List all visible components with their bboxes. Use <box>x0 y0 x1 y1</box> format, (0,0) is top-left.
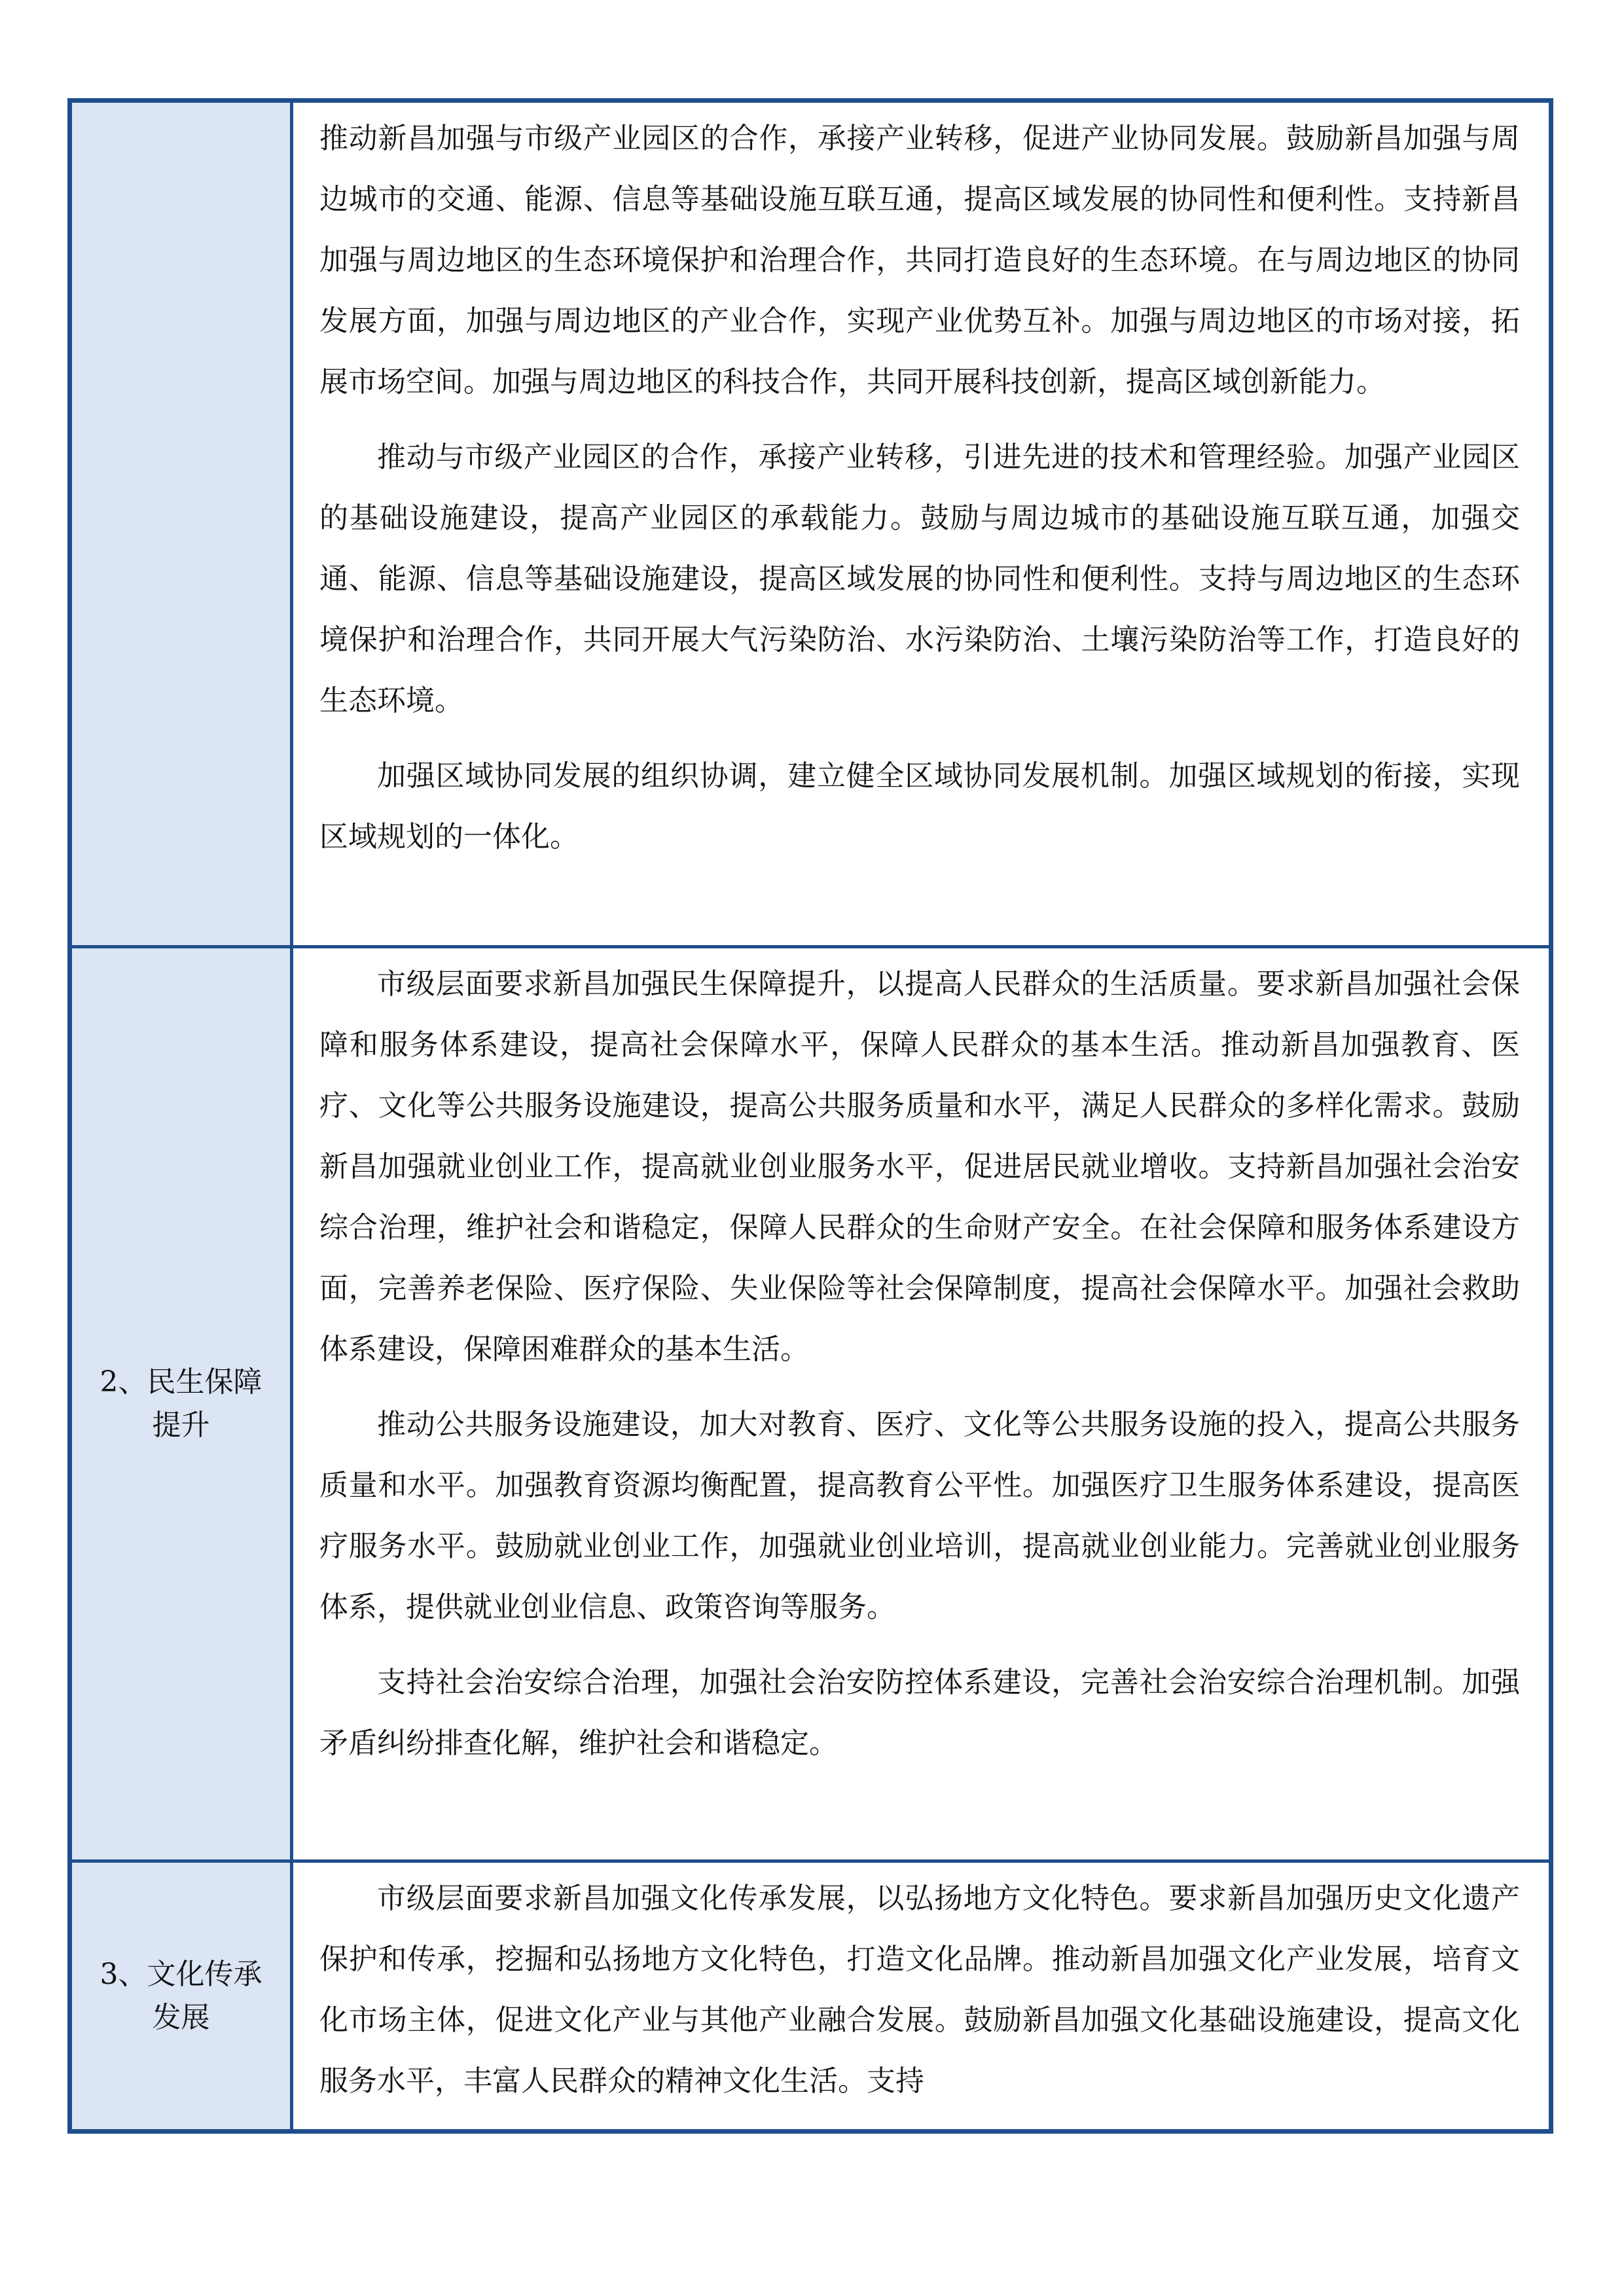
paragraph: 加强区域协同发展的组织协调，建立健全区域协同发展机制。加强区域规划的衔接，实现区域规划的一体化。 <box>319 759 1520 853</box>
row-label: 3、文化传承发展 <box>99 1957 262 2034</box>
row-label: 2、民生保障提升 <box>99 1365 262 1442</box>
table-row <box>72 1859 1549 2129</box>
paragraph: 推动新昌加强与市级产业园区的合作，承接产业转移，促进产业协同发展。鼓励新昌加强与周边城市的交通、能源、信息等基础设施互联互通，提高区域发展的协同性和便利性。支持新昌加强与周边地区的生态环境保护和治理合作，共同打造良好的生态环境。在与周边地区的协同发展方面，加强与周边地区的产业合作，实现产业优势互补。加强与周边地区的市场对接，拓展市场空间。加强与周边地区的科技合作，共同开展科技创新，提高区域创新能力。 <box>319 122 1520 399</box>
paragraph: 推动与市级产业园区的合作，承接产业转移，引进先进的技术和管理经验。加强产业园区的基础设施建设，提高产业园区的承载能力。鼓励与周边城市的基础设施互联互通，加强交通、能源、信息等基础设施建设，提高区域发展的协同性和便利性。支持与周边地区的生态环境保护和治理合作，共同开展大气污染防治、水污染防治、土壤污染防治等工作，打造良好的生态环境。 <box>319 440 1520 717</box>
paragraph: 市级层面要求新昌加强民生保障提升，以提高人民群众的生活质量。要求新昌加强社会保障和服务体系建设，提高社会保障水平，保障人民群众的基本生活。推动新昌加强教育、医疗、文化等公共服务设施建设，提高公共服务质量和水平，满足人民群众的多样化需求。鼓励新昌加强就业创业工作，提高就业创业服务水平，促进居民就业增收。支持新昌加强社会治安综合治理，维护社会和谐稳定，保障人民群众的生命财产安全。在社会保障和服务体系建设方面，完善养老保险、医疗保险、失业保险等社会保障制度，提高社会保障水平。加强社会救助体系建设，保障困难群众的基本生活。 <box>319 967 1520 1366</box>
row-content-cell <box>293 103 1549 945</box>
table-row <box>72 945 1549 1859</box>
row-label-cell <box>72 1863 293 2129</box>
paragraph: 推动公共服务设施建设，加大对教育、医疗、文化等公共服务设施的投入，提高公共服务质量和水平。加强教育资源均衡配置，提高教育公平性。加强医疗卫生服务体系建设，提高医疗服务水平。鼓励就业创业工作，加强就业创业培训，提高就业创业能力。完善就业创业服务体系，提供就业创业信息、政策咨询等服务。 <box>319 1408 1520 1624</box>
paragraph: 市级层面要求新昌加强文化传承发展，以弘扬地方文化特色。要求新昌加强历史文化遗产保护和传承，挖掘和弘扬地方文化特色，打造文化品牌。推动新昌加强文化产业发展，培育文化市场主体，促进文化产业与其他产业融合发展。鼓励新昌加强文化基础设施建设，提高文化服务水平，丰富人民群众的精神文化生活。支持 <box>319 1882 1520 2098</box>
row-content-cell <box>293 1863 1549 2129</box>
content-table <box>67 98 1553 2134</box>
paragraph: 支持社会治安综合治理，加强社会治安防控体系建设，完善社会治安综合治理机制。加强矛盾纠纷排查化解，维护社会和谐稳定。 <box>319 1666 1520 1760</box>
row-label-cell <box>72 948 293 1859</box>
row-label-cell <box>72 103 293 945</box>
row-content-cell <box>293 948 1549 1859</box>
table-row <box>72 103 1549 945</box>
